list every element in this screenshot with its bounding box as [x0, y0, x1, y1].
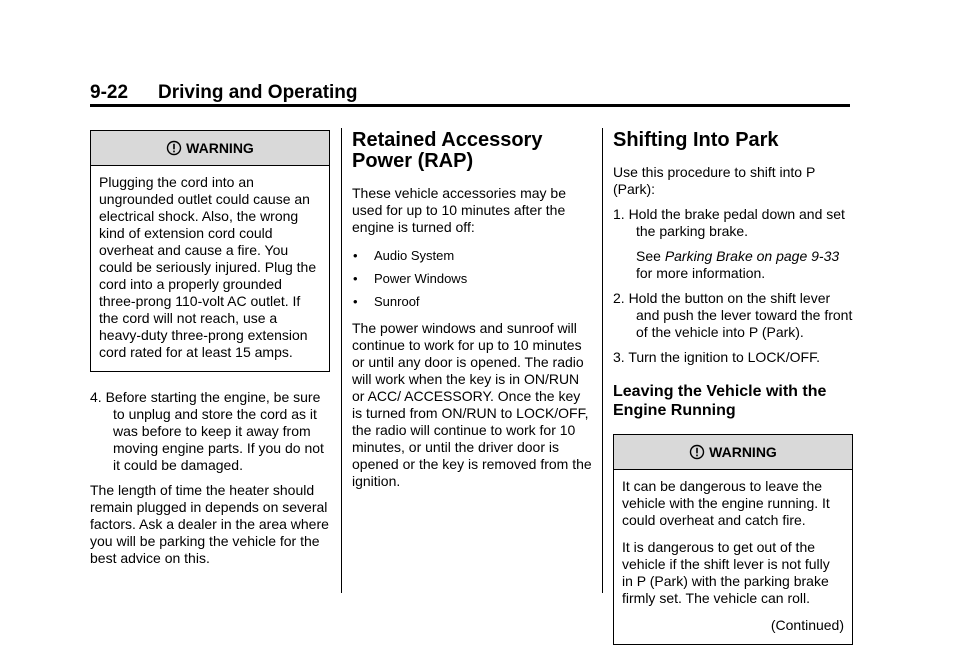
continued-label: (Continued)	[770, 617, 844, 633]
bullet-glyph: •	[353, 271, 358, 286]
warning-body	[614, 470, 852, 644]
step-1: 1. Hold the brake pedal down and set the parking brake.	[613, 206, 845, 239]
leaving-vehicle-heading: Leaving the Vehicle with the Engine Running	[613, 383, 827, 419]
page-reference-link[interactable]: Parking Brake on page 9-33	[664, 248, 840, 264]
header-rule	[90, 104, 850, 107]
warning-icon	[689, 444, 705, 460]
park-heading: Shifting Into Park	[613, 129, 779, 151]
rap-intro: These vehicle accessories may be used for up to 10 minutes after the engine is turned off:	[352, 185, 566, 235]
see-reference: See Parking Brake on page 9-33 for more information.	[636, 248, 840, 281]
step-3: 3. Turn the ignition to LOCK/OFF.	[613, 349, 820, 365]
warning-text: It can be dangerous to leave the vehicle with the engine running. It could overheat and catch fire.	[622, 478, 830, 528]
warning-box	[90, 130, 330, 372]
column-3	[613, 130, 853, 645]
bullet-glyph: •	[353, 248, 358, 263]
warning-header	[91, 131, 329, 166]
warning-title: WARNING	[709, 443, 777, 460]
warning-title: WARNING	[186, 139, 254, 156]
column-1	[90, 130, 330, 567]
list-item: • Audio System	[353, 248, 455, 263]
warning-text: Plugging the cord into an ungrounded outlet could cause an electrical shock. Also, the wrong kind of extension cord could overheat and cause a fire. You could be seriously injured. Plug the cord into a properly grounded three-prong 110-volt AC outlet. If the cord will not reach, use a heavy-duty three-prong extension cord rated for at least 15 amps.	[99, 174, 317, 360]
page-number: 9-22	[90, 82, 129, 103]
accessory-list	[352, 247, 592, 310]
list-item: • Sunroof	[353, 294, 420, 309]
warning-box	[613, 434, 853, 645]
rap-heading: Retained Accessory Power (RAP)	[352, 129, 543, 172]
page-header	[90, 82, 850, 106]
bullet-glyph: •	[353, 294, 358, 309]
step-4: 4. Before starting the engine, be sure to unplug and store the cord as it was before to keep it away from moving engine parts. If you do not it could be damaged.	[90, 389, 324, 473]
warning-icon	[166, 140, 182, 156]
step-2: 2. Hold the button on the shift lever and push the lever toward the front of the vehicle into P (Park).	[613, 290, 853, 340]
heater-paragraph: The length of time the heater should remain plugged in depends on several factors. Ask a dealer in the area where you will be parking the vehicle for the best advice on this.	[90, 482, 329, 566]
rap-paragraph: The power windows and sunroof will continue to work for up to 10 minutes or until any door is opened. The radio will work when the key is in ON/RUN or ACC/ ACCESSORY. Once the key is turned from ON/RUN to LOCK/OFF, the radio will continue to work for 10 minutes, or until the driver door is opened or the key is removed from the ignition.	[352, 320, 592, 489]
column-divider	[341, 128, 342, 593]
list-item: • Power Windows	[353, 271, 468, 286]
warning-header	[614, 435, 852, 470]
column-divider	[602, 128, 603, 593]
warning-body	[91, 166, 329, 371]
park-intro: Use this procedure to shift into P (Park):	[613, 164, 816, 197]
section-title: Driving and Operating	[158, 82, 358, 103]
warning-text: It is dangerous to get out of the vehicle if the shift lever is not fully in P (Park) with the parking brake firmly set. The vehicle can roll.	[622, 539, 830, 606]
column-2	[352, 130, 592, 490]
